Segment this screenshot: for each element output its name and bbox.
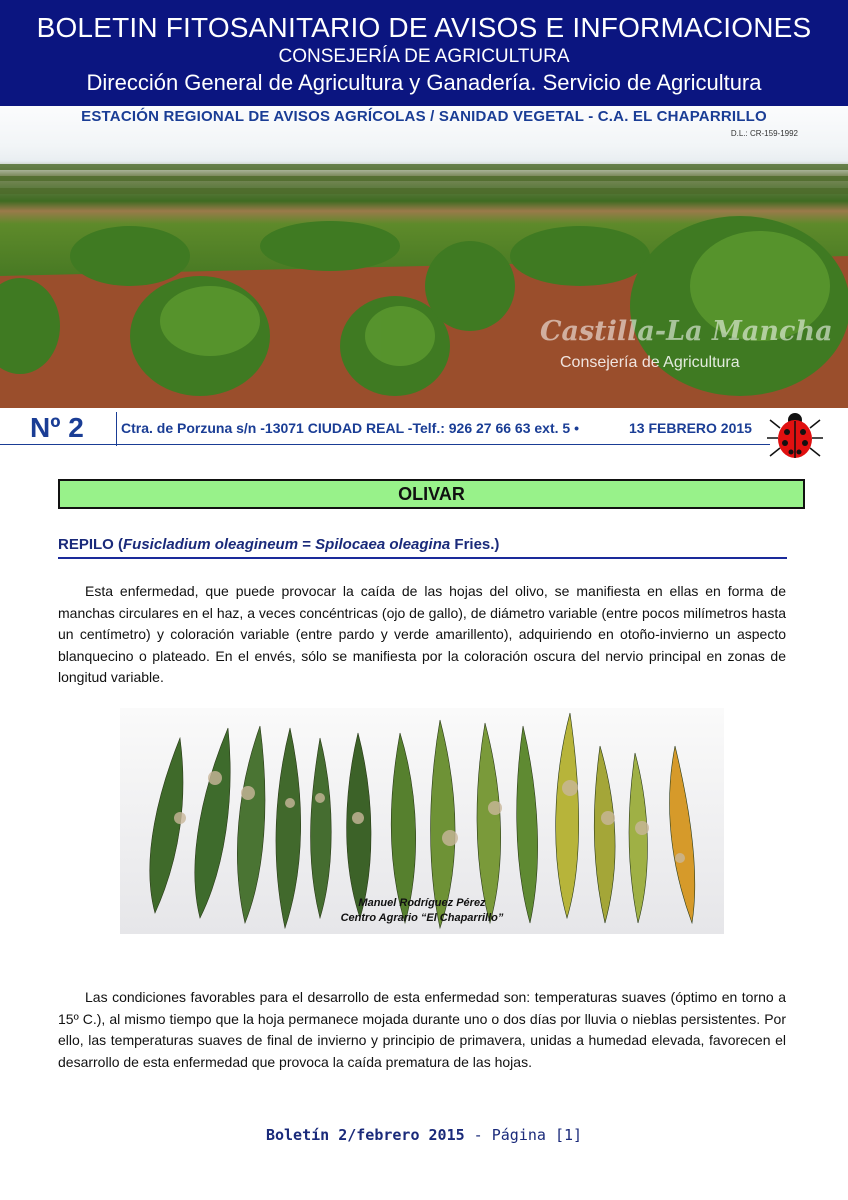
scientific-name: Fusicladium oleagineum [123, 536, 299, 553]
olive-leaves-photo [120, 708, 724, 934]
ladybug-icon [764, 408, 826, 464]
paragraph-conditions: Las condiciones favorables para el desarrollo de esta enfermedad son: temperaturas suaves (óptimo en torno a 15º C.), al mismo tiempo que la hoja permanece mojada durante uno o dos días por lluvia o nieblas persistentes. Por ello, las temperaturas suaves de final de invierno y principio de primavera, unidas a humedad elevada, favorecen el desarrollo de esta enfermedad que provoca la caída prematura de las hojas. [58, 989, 786, 1070]
bulletin-subtitle: CONSEJERÍA DE AGRICULTURA [278, 46, 570, 67]
author-name: Fries.) [450, 536, 500, 553]
legal-deposit: D.L.: CR-159-1992 [730, 129, 798, 138]
station-line: ESTACIÓN REGIONAL DE AVISOS AGRÍCOLAS / SANIDAD VEGETAL - C.A. EL CHAPARRILLO [81, 108, 767, 125]
section-title-box: OLIVAR [58, 479, 805, 509]
issue-number: Nº 2 [30, 412, 84, 443]
equals-sign: = [298, 536, 316, 553]
footer-bulletin: Boletín 2/febrero 2015 [265, 1126, 465, 1144]
address-phone: Ctra. de Porzuna s/n -13071 CIUDAD REAL -Telf.: 926 27 66 63 ext. 5 • [121, 420, 579, 436]
disease-heading [58, 536, 787, 559]
disease-name: REPILO ( [58, 536, 124, 553]
photo-author: Manuel Rodríguez Pérez [358, 897, 486, 909]
castilla-la-mancha-logo: Castilla-La Mancha [540, 316, 833, 347]
issue-info-bar [0, 408, 848, 454]
issue-date: 13 FEBRERO 2015 [629, 420, 752, 436]
paragraph-description: Esta enfermedad, que puede provocar la caída de las hojas del olivo, se manifiesta en ellas en forma de manchas circulares en el haz, a veces concéntricas (ojo de gallo), de diámetro variable (entre pocos milímetros hasta un centímetro) y coloración variable (entre pardo y verde amarillento), adquiriendo en otoño-invierno un aspecto blanquecino o plateado. En el envés, sólo se manifiesta por la coloración oscura del nervio principal en zonas de longitud variable. [58, 583, 786, 685]
department-line: Dirección General de Agricultura y Ganadería. Servicio de Agricultura [86, 70, 762, 95]
header-banner [0, 0, 848, 106]
photo-institution: Centro Agrario “El Chaparrillo” [340, 912, 504, 924]
photo-credit [120, 896, 724, 926]
header-vineyard-photo [0, 106, 848, 408]
page-footer [0, 1126, 848, 1144]
consejeria-watermark: Consejería de Agricultura [560, 354, 740, 371]
divider [116, 412, 117, 446]
divider [0, 444, 770, 445]
footer-page: - Página [1] [464, 1126, 583, 1144]
scientific-name-alt: Spilocaea oleagina [315, 536, 451, 553]
bulletin-title: BOLETIN FITOSANITARIO DE AVISOS E INFORMACIONES [36, 12, 812, 43]
